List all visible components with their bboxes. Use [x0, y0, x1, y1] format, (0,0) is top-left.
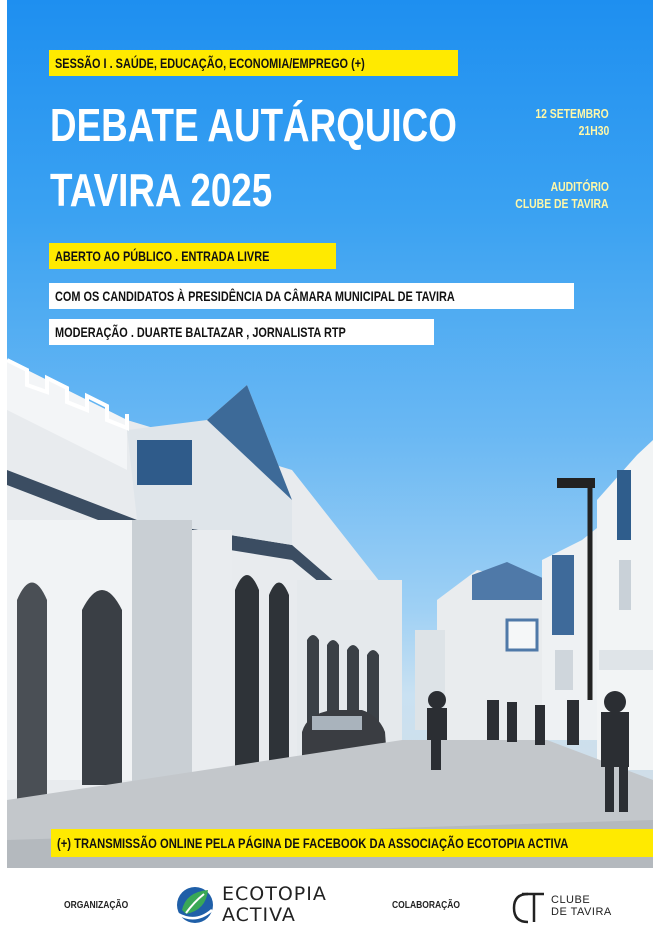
online-stream-note: (+) TRANSMISSÃO ONLINE PELA PÁGINA DE FACEBOOK DA ASSOCIAÇÃO ECOTOPIA ACTIVA	[51, 829, 653, 857]
venue-line2: CLUBE DE TAVIRA	[515, 196, 609, 211]
event-poster	[7, 0, 653, 868]
organizer-name-line1: ECOTOPIA	[222, 883, 327, 905]
event-date: 12 SETEMBRO	[535, 106, 609, 121]
moderation-note: MODERAÇÃO . DUARTE BALTAZAR , JORNALISTA RTP	[49, 319, 434, 345]
event-time: 21H30	[578, 123, 609, 138]
ecotopia-leaf-logo-icon	[176, 884, 218, 924]
ct-monogram-logo-icon	[510, 888, 546, 924]
open-to-public-badge: ABERTO AO PÚBLICO . ENTRADA LIVRE	[49, 243, 336, 269]
poster-title-line2: TAVIRA 2025	[50, 164, 273, 216]
collaboration-label: COLABORAÇÃO	[392, 900, 460, 911]
candidates-note: COM OS CANDIDATOS À PRESIDÊNCIA DA CÂMARA MUNICIPAL DE TAVIRA	[49, 283, 574, 309]
sponsor-footer	[0, 868, 670, 927]
venue-line1: AUDITÓRIO	[550, 179, 609, 194]
session-badge: SESSÃO I . SAÚDE, EDUCAÇÃO, ECONOMIA/EMPREGO (+)	[49, 50, 458, 76]
poster-title-line1: DEBATE AUTÁRQUICO	[50, 99, 457, 151]
collaborator-name-line2: DE TAVIRA	[551, 906, 612, 918]
collaborator-name-line1: CLUBE	[551, 894, 591, 906]
organizer-name-line2: ACTIVA	[222, 904, 296, 926]
organization-label: ORGANIZAÇÃO	[64, 900, 129, 911]
